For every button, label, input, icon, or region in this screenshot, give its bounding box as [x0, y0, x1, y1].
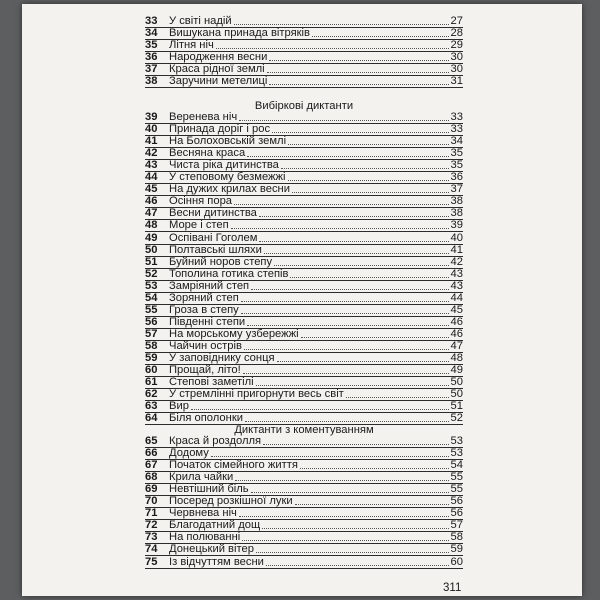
entry-page: 29 [450, 39, 463, 52]
entry-number: 45 [145, 183, 158, 196]
entry-page: 46 [450, 327, 463, 340]
section-heading-selective: Вибіркові диктанти [254, 100, 354, 112]
entry-page: 43 [450, 267, 463, 280]
entry-page: 55 [450, 471, 463, 484]
entry-title: Полтавські шляхи [169, 243, 262, 256]
entry-page: 59 [450, 543, 463, 556]
dot-leader [239, 119, 448, 121]
dot-leader [234, 203, 449, 205]
entry-number: 70 [145, 495, 158, 508]
entry-page: 60 [450, 555, 463, 568]
entry-title: Прощай, літо! [169, 364, 241, 377]
dot-leader [288, 179, 449, 181]
entry-number: 64 [145, 412, 158, 425]
entry-number: 66 [145, 447, 158, 460]
entry-title: На полюванні [169, 531, 241, 544]
entry-title: Чиста ріка дитинства [169, 159, 279, 172]
entry-page: 34 [450, 135, 463, 148]
entry-number: 67 [145, 459, 158, 472]
entry-title: Весни дитинства [169, 207, 257, 220]
entry-number: 42 [145, 147, 158, 160]
entry-title: Біля ополонки [169, 412, 243, 425]
dot-leader [266, 564, 449, 566]
dot-leader [216, 47, 449, 49]
page-number: 311 [443, 582, 462, 594]
dot-leader [242, 539, 448, 541]
entry-title: Червнева ніч [169, 507, 237, 520]
entry-title: У заповіднику сонця [169, 351, 275, 364]
entry-number: 56 [145, 315, 158, 328]
dot-leader [263, 443, 448, 445]
entry-page: 41 [450, 243, 463, 256]
toc-entry [145, 389, 463, 401]
entry-page: 31 [450, 75, 463, 88]
dot-leader [234, 23, 449, 25]
book-page [22, 4, 582, 596]
entry-page: 47 [450, 339, 463, 352]
entry-number: 54 [145, 291, 158, 304]
entry-page: 36 [450, 171, 463, 184]
toc-section-1 [145, 16, 463, 88]
entry-title: У світі надій [169, 15, 232, 28]
dot-leader [274, 264, 448, 266]
entry-page: 40 [450, 231, 463, 244]
toc-entry [145, 305, 463, 317]
entry-page: 30 [450, 51, 463, 64]
entry-title: Крила чайки [169, 471, 234, 484]
entry-number: 40 [145, 123, 158, 136]
entry-title: Гроза в степу [169, 303, 239, 316]
entry-title: Оспівані Гоголем [169, 231, 258, 244]
entry-number: 73 [145, 531, 158, 544]
entry-number: 75 [145, 555, 158, 568]
entry-page: 54 [450, 459, 463, 472]
entry-page: 39 [450, 219, 463, 232]
entry-page: 50 [450, 388, 463, 401]
dot-leader [256, 551, 449, 553]
entry-number: 35 [145, 39, 158, 52]
entry-title: Невтішний біль [169, 483, 249, 496]
dot-leader [259, 215, 449, 217]
dot-leader [272, 131, 448, 133]
entry-page: 33 [450, 111, 463, 124]
entry-title: Заручини метелиці [169, 75, 268, 88]
entry-page: 35 [450, 159, 463, 172]
dot-leader [231, 227, 449, 229]
toc-entry [145, 76, 463, 88]
entry-page: 43 [450, 279, 463, 292]
toc-entry [145, 232, 463, 244]
entry-page: 30 [450, 63, 463, 76]
entry-number: 49 [145, 231, 158, 244]
entry-number: 72 [145, 519, 158, 532]
entry-title: Принада доріг і рос [169, 123, 271, 136]
entry-page: 55 [450, 483, 463, 496]
entry-number: 59 [145, 351, 158, 364]
section-heading-commented: Диктанти з коментуванням [234, 424, 374, 436]
entry-number: 41 [145, 135, 158, 148]
toc-entry [145, 245, 463, 257]
entry-number: 47 [145, 207, 158, 220]
entry-number: 52 [145, 267, 158, 280]
entry-number: 69 [145, 483, 158, 496]
dot-leader [346, 396, 449, 398]
entry-title: Весняна краса [169, 147, 246, 160]
entry-page: 56 [450, 507, 463, 520]
entry-page: 58 [450, 531, 463, 544]
dot-leader [288, 143, 448, 145]
entry-number: 50 [145, 243, 158, 256]
entry-number: 51 [145, 255, 158, 268]
entry-number: 34 [145, 27, 158, 40]
entry-title: Чайчин острів [169, 339, 242, 352]
entry-number: 55 [145, 303, 158, 316]
entry-title: Початок сімейного життя [169, 459, 298, 472]
dot-leader [241, 300, 449, 302]
entry-title: Південні степи [169, 315, 246, 328]
entry-title: Додому [169, 447, 209, 460]
entry-number: 38 [145, 75, 158, 88]
dot-leader [295, 503, 449, 505]
entry-number: 57 [145, 327, 158, 340]
entry-page: 53 [450, 435, 463, 448]
entry-page: 35 [450, 147, 463, 160]
entry-title: Благодатний дощ [169, 519, 261, 532]
toc-entry [145, 269, 463, 281]
entry-number: 62 [145, 388, 158, 401]
entry-title: На дужих крилах весни [169, 183, 290, 196]
entry-number: 37 [145, 63, 158, 76]
entry-page: 42 [450, 255, 463, 268]
entry-page: 38 [450, 207, 463, 220]
dot-leader [247, 324, 448, 326]
entry-title: Замріяний степ [169, 279, 250, 292]
dot-leader [245, 420, 449, 422]
entry-number: 33 [145, 15, 158, 28]
dot-leader [269, 83, 448, 85]
dot-leader [300, 467, 449, 469]
entry-number: 48 [145, 219, 158, 232]
entry-number: 46 [145, 195, 158, 208]
dot-leader [191, 408, 449, 410]
entry-page: 52 [450, 412, 463, 425]
toc-entry [145, 293, 463, 305]
entry-number: 43 [145, 159, 158, 172]
entry-number: 61 [145, 376, 158, 389]
entry-title: Буйний норов степу [169, 255, 273, 268]
dot-leader [239, 515, 449, 517]
entry-title: Веренева ніч [169, 111, 238, 124]
entry-title: Море і степ [169, 219, 229, 232]
dot-leader [277, 360, 449, 362]
dot-leader [267, 71, 449, 73]
entry-page: 51 [450, 400, 463, 413]
entry-page: 56 [450, 495, 463, 508]
entry-title: На Болоховській землі [169, 135, 287, 148]
toc-entry [145, 257, 463, 269]
dot-leader [251, 288, 448, 290]
dot-leader [241, 312, 449, 314]
dot-leader [247, 155, 448, 157]
entry-page: 48 [450, 351, 463, 364]
entry-number: 44 [145, 171, 158, 184]
toc-entry [145, 556, 463, 568]
entry-page: 57 [450, 519, 463, 532]
dot-leader [301, 336, 449, 338]
entry-page: 27 [450, 15, 463, 28]
entry-title: У степовому безмежжі [169, 171, 286, 184]
entry-page: 50 [450, 376, 463, 389]
entry-page: 44 [450, 291, 463, 304]
entry-title: Зоряний степ [169, 291, 239, 304]
toc-entry [145, 281, 463, 293]
dot-leader [211, 455, 449, 457]
entry-number: 60 [145, 364, 158, 377]
entry-number: 71 [145, 507, 158, 520]
entry-page: 45 [450, 303, 463, 316]
entry-title: Тополина готика степів [169, 267, 289, 280]
entry-title: Степові заметілі [169, 376, 254, 389]
entry-title: Краса й роздолля [169, 435, 262, 448]
entry-title: Вир [169, 400, 189, 413]
entry-number: 58 [145, 339, 158, 352]
entry-title: Осіння пора [169, 195, 233, 208]
entry-page: 46 [450, 315, 463, 328]
dot-leader [262, 527, 448, 529]
dot-leader [256, 384, 449, 386]
entry-title: Донецький вітер [169, 543, 254, 556]
dot-leader [259, 240, 448, 242]
entry-title: Вишукана принада вітряків [169, 27, 310, 40]
toc-entry [145, 220, 463, 232]
dot-leader [264, 252, 449, 254]
dot-leader [281, 167, 449, 169]
entry-title: Краса рідної землі [169, 63, 265, 76]
dot-leader [290, 276, 448, 278]
entry-number: 63 [145, 400, 158, 413]
toc-entry [145, 544, 463, 556]
dot-leader [243, 372, 449, 374]
entry-number: 36 [145, 51, 158, 64]
dot-leader [251, 491, 449, 493]
entry-number: 39 [145, 111, 158, 124]
entry-title: Народження весни [169, 51, 268, 64]
toc-section-3 [145, 436, 463, 569]
entry-number: 68 [145, 471, 158, 484]
entry-page: 33 [450, 123, 463, 136]
entry-page: 37 [450, 183, 463, 196]
entry-title: Посеред розкішної луки [169, 495, 293, 508]
entry-page: 49 [450, 364, 463, 377]
entry-title: У стремлінні пригорнути весь світ [169, 388, 344, 401]
entry-title: Літня ніч [169, 39, 214, 52]
entry-number: 65 [145, 435, 158, 448]
dot-leader [235, 479, 448, 481]
entry-title: На морському узбережжі [169, 327, 299, 340]
entry-number: 74 [145, 543, 158, 556]
dot-leader [292, 191, 449, 193]
entry-page: 38 [450, 195, 463, 208]
dot-leader [244, 348, 449, 350]
toc-section-2 [145, 112, 463, 425]
entry-page: 53 [450, 447, 463, 460]
entry-page: 28 [450, 27, 463, 40]
dot-leader [269, 59, 448, 61]
entry-number: 53 [145, 279, 158, 292]
dot-leader [312, 35, 449, 37]
entry-title: Із відчуттям весни [169, 555, 264, 568]
